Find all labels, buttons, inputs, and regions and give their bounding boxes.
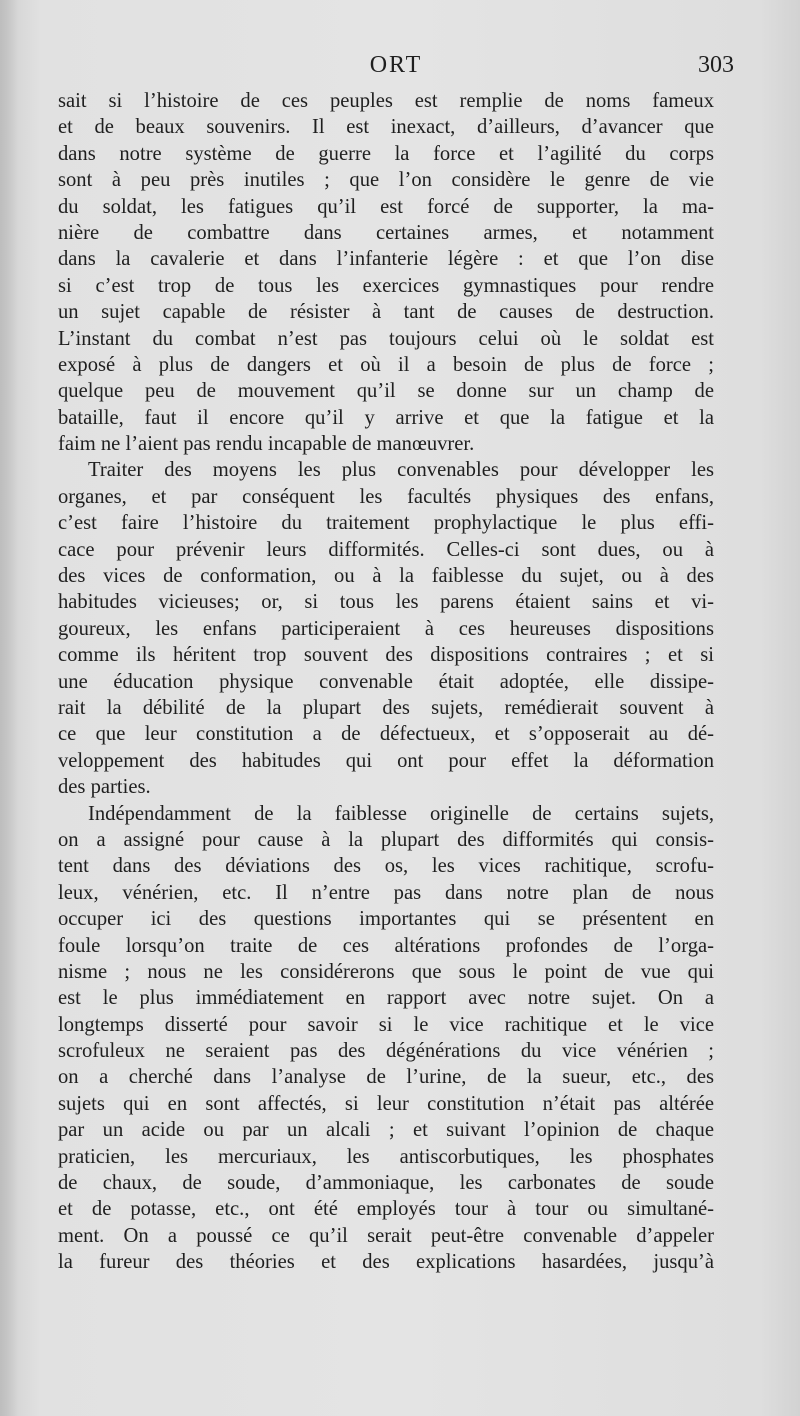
text-line: veloppement des habitudes qui ont pour effet la déformation	[58, 749, 714, 772]
paragraph	[58, 88, 714, 457]
text-line: Indépendamment de la faiblesse originelle de certains sujets,	[88, 802, 714, 825]
text-line: et de beaux souvenirs. Il est inexact, d’ailleurs, d’avancer que	[58, 116, 714, 139]
text-line: occuper ici des questions importantes qui se présentent en	[58, 908, 714, 931]
text-line: foule lorsqu’on traite de ces altérations profondes de l’orga-	[58, 934, 714, 957]
text-line: et de potasse, etc., ont été employés tour à tour ou simultané-	[58, 1198, 714, 1221]
text-line: L’instant du combat n’est pas toujours celui où le soldat est	[58, 327, 714, 350]
text-line: des vices de conformation, ou à la faiblesse du sujet, ou à des	[58, 565, 714, 588]
text-line: sait si l’histoire de ces peuples est remplie de noms fameux	[58, 90, 714, 112]
text-line: est le plus immédiatement en rapport avec notre sujet. On a	[58, 987, 714, 1010]
text-line: nisme ; nous ne les considérerons que sous le point de vue qui	[58, 960, 714, 983]
text-line: c’est faire l’histoire du traitement prophylactique le plus effi-	[58, 512, 714, 535]
text-line: praticien, les mercuriaux, les antiscorbutiques, les phosphates	[58, 1145, 714, 1168]
text-line: bataille, faut il encore qu’il y arrive et que la fatigue et la	[58, 406, 714, 429]
text-line: la fureur des théories et des explications hasardées, jusqu’à	[58, 1251, 714, 1274]
text-line: longtemps disserté pour savoir si le vice rachitique et le vice	[58, 1013, 714, 1036]
text-line: Traiter des moyens les plus convenables pour développer les	[88, 459, 714, 482]
text-line: quelque peu de mouvement qu’il se donne sur un champ de	[58, 380, 714, 403]
text-line: goureux, les enfans participeraient à ces heureuses dispositions	[58, 617, 714, 640]
text-line: dans notre système de guerre la force et l’agilité du corps	[58, 142, 714, 165]
text-line: habitudes vicieuses; or, si tous les parens étaient sains et vi-	[58, 591, 714, 614]
text-line: dans la cavalerie et dans l’infanterie légère : et que l’on dise	[58, 248, 714, 271]
text-line: exposé à plus de dangers et où il a besoin de plus de force ;	[58, 353, 714, 376]
text-line: organes, et par conséquent les facultés physiques des enfans,	[58, 485, 714, 508]
text-line: une éducation physique convenable était adoptée, elle dissipe-	[58, 670, 714, 693]
text-line: scrofuleux ne seraient pas des dégénérations du vice vénérien ;	[58, 1040, 714, 1063]
text-line: ment. On a poussé ce qu’il serait peut-être convenable d’appeler	[58, 1224, 714, 1247]
text-line: sont à peu près inutiles ; que l’on considère le genre de vie	[58, 169, 714, 192]
text-line: on a cherché dans l’analyse de l’urine, de la sueur, etc., des	[58, 1066, 714, 1089]
page-number: 303	[698, 52, 734, 78]
text-line: rait la débilité de la plupart des sujets, remédierait souvent à	[58, 696, 714, 719]
text-line: si c’est trop de tous les exercices gymnastiques pour rendre	[58, 274, 714, 297]
text-line: nière de combattre dans certaines armes, et notamment	[58, 221, 714, 244]
text-line: du soldat, les fatigues qu’il est forcé de supporter, la ma-	[58, 195, 714, 218]
text-line: un sujet capable de résister à tant de causes de destruction.	[58, 301, 714, 324]
text-line: tent dans des déviations des os, les vices rachitique, scrofu-	[58, 855, 714, 878]
paragraph	[58, 801, 714, 1276]
page-header	[58, 52, 734, 86]
text-line: par un acide ou par un alcali ; et suivant l’opinion de chaque	[58, 1119, 714, 1142]
text-line: des parties.	[58, 776, 151, 799]
text-line: de chaux, de soude, d’ammoniaque, les carbonates de soude	[58, 1172, 714, 1195]
body-text	[58, 88, 714, 1276]
text-line: leux, vénérien, etc. Il n’entre pas dans notre plan de nous	[58, 881, 714, 904]
text-line: on a assigné pour cause à la plupart des difformités qui consis-	[58, 828, 714, 851]
page-binding-shadow	[0, 0, 18, 1416]
running-head: ORT	[369, 52, 423, 78]
text-line: sujets qui en sont affectés, si leur constitution n’était pas altérée	[58, 1092, 714, 1115]
paragraph	[58, 457, 714, 800]
text-line: comme ils héritent trop souvent des dispositions contraires ; et si	[58, 644, 714, 667]
text-line: ce que leur constitution a de défectueux, et s’opposerait au dé-	[58, 723, 714, 746]
text-line: faim ne l’aient pas rendu incapable de manœuvrer.	[58, 433, 475, 456]
text-line: cace pour prévenir leurs difformités. Celles-ci sont dues, ou à	[58, 538, 714, 561]
